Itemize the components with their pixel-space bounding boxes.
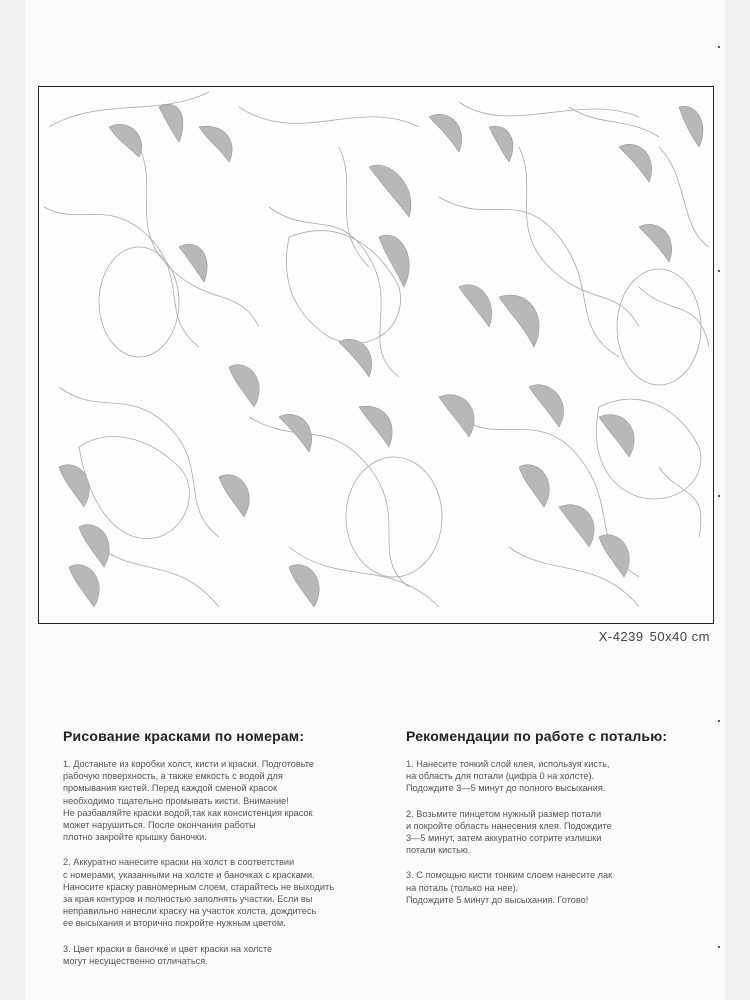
contour-drawing (39, 87, 713, 623)
gold-leaf-recommendations (406, 728, 716, 919)
corner-mark (718, 495, 720, 497)
product-caption (593, 629, 710, 644)
corner-mark (718, 270, 720, 272)
section-title: Рекомендации по работе с поталью: (406, 728, 668, 744)
canvas-size: 50x40 cm (649, 629, 710, 644)
instruction-step: 1. Нанесите тонкий слой клея, используя кисть, на область для потали (цифра 0 на холсте). Подождите 3—5 минут до полного высыхания. (406, 759, 610, 794)
canvas-outline-picture (38, 86, 714, 624)
product-code: X-4239 (598, 629, 644, 644)
paint-by-numbers-instructions (63, 728, 373, 980)
corner-mark (718, 946, 720, 948)
instruction-step: 2. Возьмите пинцетом нужный размер потали и покройте область нанесения клея. Подождите 3—5 минут, затем аккуратно сотрите излишки потали кистью. (406, 808, 612, 856)
corner-mark (718, 46, 720, 48)
instruction-step: 3. Цвет краски в баночке и цвет краски на холсте могут несущественно отличаться. (63, 943, 273, 966)
instruction-step: 1. Достаньте из коробки холст, кисти и краски. Подготовьте рабочую поверхность, а также емкость с водой для промывания кистей. Перед каждой сменой красок необходимо тщательно промывать кисти. Внимание! Не разбавляйте краски водой,так как консистенция красок может нарушиться. После окончания работы плотно закройте крышку баночки. (63, 759, 315, 843)
instruction-step: 3. С помощью кисти тонким слоем нанесите лак на поталь (только на нее). Подождите 5 минут до высыхания. Готово! (406, 870, 613, 905)
instruction-step: 2. Аккуратно нанесите краски на холст в соответствии с номерами, указанными на холсте и баночках с красками. Наносите краску равномерным слоем, старайтесь не выходить за края контуров и полностью заполнять участки. Если вы неправильно нанесли краску на участок холста, дождитесь ее высыхания и вторично покройте нужным цветом. (63, 857, 334, 929)
section-title: Рисование красками по номерам: (63, 728, 305, 744)
corner-mark (718, 720, 720, 722)
